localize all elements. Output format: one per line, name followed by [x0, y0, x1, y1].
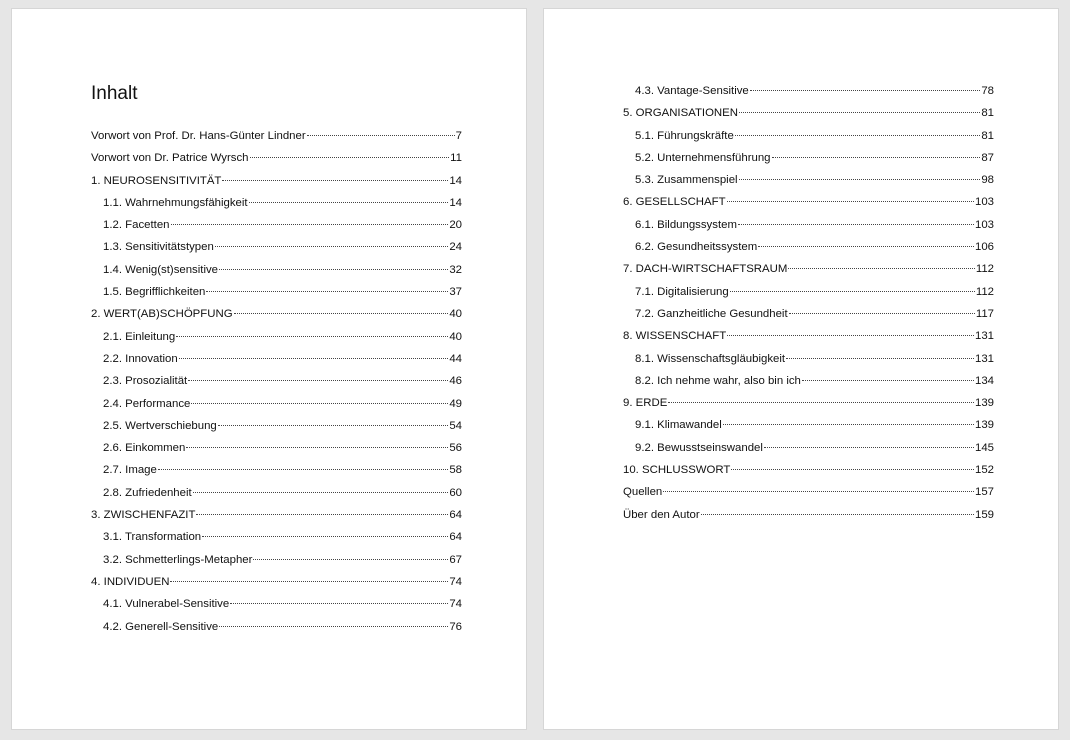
toc-entry-label: 5.2. Unternehmensführung — [635, 151, 771, 164]
toc-entry[interactable] — [623, 102, 994, 124]
dot-leader — [730, 291, 975, 292]
toc-entry-page-number: 60 — [449, 486, 462, 499]
dot-leader — [230, 603, 448, 604]
toc-entry-page-number: 46 — [449, 375, 462, 388]
toc-entry-label: 3.2. Schmetterlings-Metapher — [103, 553, 253, 566]
toc-entry-page-number: 74 — [449, 575, 462, 588]
toc-entry-label: 1.3. Sensitivitätstypen — [103, 241, 214, 254]
toc-entry-page-number: 64 — [449, 509, 462, 522]
toc-entry[interactable] — [91, 348, 462, 370]
toc-entry-page-number: 56 — [449, 442, 462, 455]
toc-entry-page-number: 157 — [974, 486, 994, 499]
toc-entry[interactable] — [623, 392, 994, 414]
dot-leader — [222, 180, 448, 181]
toc-entry[interactable] — [623, 414, 994, 436]
toc-entry[interactable] — [91, 281, 462, 303]
dot-leader — [772, 157, 981, 158]
toc-entry-label: 1.4. Wenig(st)sensitive — [103, 263, 219, 276]
dot-leader — [727, 201, 974, 202]
toc-entry-page-number: 131 — [974, 330, 994, 343]
toc-entry[interactable] — [91, 459, 462, 481]
toc-entry[interactable] — [91, 192, 462, 214]
toc-entry-label: 3. ZWISCHENFAZIT — [91, 509, 196, 522]
toc-entry-page-number: 14 — [449, 174, 462, 187]
dot-leader — [202, 536, 448, 537]
toc-entry-page-number: 76 — [449, 620, 462, 633]
dot-leader — [250, 157, 450, 158]
toc-entry-label: 9.2. Bewusstseinswandel — [635, 441, 763, 454]
toc-entry[interactable] — [623, 125, 994, 147]
toc-entry[interactable] — [623, 437, 994, 459]
toc-entry-page-number: 139 — [974, 419, 994, 432]
toc-entry-page-number: 11 — [450, 152, 462, 165]
dot-leader — [234, 313, 449, 314]
toc-entry[interactable] — [623, 147, 994, 169]
dot-leader — [193, 492, 449, 493]
toc-entry-label: 2.7. Image — [103, 464, 157, 477]
toc-entry-page-number: 117 — [975, 307, 994, 320]
toc-entry-page-number: 54 — [449, 419, 462, 432]
dot-leader — [249, 202, 449, 203]
toc-entry-page-number: 24 — [449, 241, 462, 254]
dot-leader — [739, 112, 980, 113]
toc-entry-label: 5. ORGANISATIONEN — [623, 107, 738, 120]
toc-entry-page-number: 44 — [449, 352, 462, 365]
toc-entry-label: 2.6. Einkommen — [103, 442, 186, 455]
toc-entry-page-number: 103 — [974, 218, 994, 231]
toc-entry-page-number: 32 — [449, 263, 462, 276]
toc-entry[interactable] — [91, 504, 462, 526]
toc-entry-label: 2.5. Wertverschiebung — [103, 419, 217, 432]
toc-entry[interactable] — [623, 258, 994, 280]
dot-leader — [171, 224, 449, 225]
dot-leader — [170, 581, 448, 582]
toc-entry-label: 10. SCHLUSSWORT — [623, 464, 731, 477]
dot-leader — [218, 425, 449, 426]
dot-leader — [186, 447, 448, 448]
toc-entry-page-number: 98 — [981, 174, 994, 187]
toc-entry-label: 7. DACH-WIRTSCHAFTSRAUM — [623, 263, 788, 276]
dot-leader — [663, 491, 974, 492]
dot-leader — [206, 291, 448, 292]
dot-leader — [802, 380, 974, 381]
toc-entry-label: 1.5. Begrifflichkeiten — [103, 286, 206, 299]
toc-entry[interactable] — [91, 616, 462, 638]
toc-entry[interactable] — [91, 214, 462, 236]
toc-entry[interactable] — [623, 348, 994, 370]
toc-entry-label: 6.2. Gesundheitssystem — [635, 241, 758, 254]
dot-leader — [219, 269, 448, 270]
toc-entry-label: 4.2. Generell-Sensitive — [103, 620, 219, 633]
toc-entry-label: Vorwort von Dr. Patrice Wyrsch — [91, 152, 249, 165]
toc-entry[interactable] — [623, 303, 994, 325]
toc-entry[interactable] — [623, 214, 994, 236]
dot-leader — [764, 447, 974, 448]
toc-entry-label: 6.1. Bildungssystem — [635, 218, 737, 231]
toc-entry-page-number: 87 — [981, 151, 994, 164]
toc-entry[interactable] — [623, 370, 994, 392]
toc-entry[interactable] — [623, 236, 994, 258]
toc-title: Inhalt — [91, 83, 138, 104]
dot-leader — [758, 246, 974, 247]
toc-entry[interactable] — [91, 526, 462, 548]
dot-leader — [789, 313, 975, 314]
toc-entry-page-number: 152 — [974, 464, 994, 477]
toc-entry[interactable] — [623, 504, 994, 526]
toc-entry[interactable] — [91, 393, 462, 415]
toc-entry-label: 8. WISSENSCHAFT — [623, 330, 727, 343]
toc-entry[interactable] — [623, 325, 994, 347]
dot-leader — [750, 90, 981, 91]
toc-entry-page-number: 40 — [449, 330, 462, 343]
toc-entry-page-number: 81 — [981, 129, 994, 142]
toc-entry-page-number: 67 — [449, 553, 462, 566]
dot-leader — [158, 469, 449, 470]
toc-entry[interactable] — [91, 236, 462, 258]
document-page-right — [543, 8, 1059, 730]
dot-leader — [723, 424, 974, 425]
toc-entry[interactable] — [91, 549, 462, 571]
toc-entry-label: Vorwort von Prof. Dr. Hans-Günter Lindner — [91, 130, 306, 142]
toc-entry-page-number: 37 — [449, 286, 462, 299]
toc-entry-page-number: 78 — [981, 85, 994, 97]
toc-entry-page-number: 145 — [974, 441, 994, 454]
dot-leader — [179, 358, 449, 359]
toc-entry-page-number: 131 — [974, 352, 994, 365]
dot-leader — [191, 403, 448, 404]
toc-entry-label: 2. WERT(AB)SCHÖPFUNG — [91, 308, 233, 321]
toc-entry-page-number: 81 — [981, 107, 994, 120]
toc-entry-label: 2.1. Einleitung — [103, 330, 176, 343]
toc-entry-label: 7.1. Digitalisierung — [635, 285, 729, 298]
toc-entry[interactable] — [91, 170, 462, 192]
dot-leader — [701, 514, 974, 515]
document-page-left — [11, 8, 527, 730]
toc-entry-page-number: 14 — [449, 196, 462, 209]
toc-entry[interactable] — [91, 125, 462, 147]
toc-entry-label: 8.2. Ich nehme wahr, also bin ich — [635, 374, 801, 387]
toc-entry[interactable] — [91, 437, 462, 459]
toc-entry-label: 4. INDIVIDUEN — [91, 575, 170, 588]
toc-entry-page-number: 20 — [449, 219, 462, 232]
toc-entry[interactable] — [91, 415, 462, 437]
dot-leader — [668, 402, 974, 403]
toc-entry-label: 2.8. Zufriedenheit — [103, 486, 192, 499]
dot-leader — [735, 135, 981, 136]
toc-entry-label: 7.2. Ganzheitliche Gesundheit — [635, 307, 788, 320]
toc-entry-label: 8.1. Wissenschaftsgläubigkeit — [635, 352, 786, 365]
toc-entry-page-number: 103 — [974, 196, 994, 209]
toc-entry-page-number: 74 — [449, 598, 462, 611]
dot-leader — [215, 246, 449, 247]
dot-leader — [253, 559, 448, 560]
toc-entry-page-number: 64 — [449, 531, 462, 544]
toc-entry-label: 2.2. Innovation — [103, 352, 178, 365]
dot-leader — [727, 335, 974, 336]
toc-entry-page-number: 139 — [974, 397, 994, 410]
dot-leader — [196, 514, 448, 515]
toc-entry-label: 9. ERDE — [623, 397, 668, 410]
toc-entry-page-number: 49 — [449, 397, 462, 410]
toc-entry[interactable] — [91, 482, 462, 504]
toc-entry[interactable] — [623, 80, 994, 102]
toc-entry-label: 5.1. Führungskräfte — [635, 129, 734, 142]
toc-entry-label: 4.3. Vantage-Sensitive — [635, 85, 749, 97]
toc-entry[interactable] — [91, 593, 462, 615]
toc-entry-label: 6. GESELLSCHAFT — [623, 196, 726, 209]
dot-leader — [307, 135, 455, 136]
toc-entry[interactable] — [91, 147, 462, 169]
toc-entry-label: Quellen — [623, 486, 663, 499]
toc-entry-label: Über den Autor — [623, 508, 700, 521]
toc-entry-page-number: 7 — [455, 130, 462, 142]
toc-entry[interactable] — [623, 481, 994, 503]
dot-leader — [788, 268, 975, 269]
toc-entry-label: 3.1. Transformation — [103, 531, 202, 544]
toc-entry-label: 5.3. Zusammenspiel — [635, 174, 738, 187]
toc-entry-label: 2.3. Prosozialität — [103, 375, 188, 388]
toc-entry-page-number: 159 — [974, 508, 994, 521]
toc-entry-page-number: 58 — [449, 464, 462, 477]
toc-entry[interactable] — [91, 370, 462, 392]
toc-entry-page-number: 112 — [975, 263, 994, 276]
toc-entry-page-number: 106 — [974, 241, 994, 254]
toc-entry[interactable] — [91, 571, 462, 593]
toc-entry-label: 1.1. Wahrnehmungsfähigkeit — [103, 196, 248, 209]
toc-entry-page-number: 134 — [974, 374, 994, 387]
dot-leader — [786, 358, 974, 359]
toc-list — [91, 125, 462, 638]
toc-entry-label: 1.2. Facetten — [103, 219, 170, 232]
dot-leader — [739, 179, 981, 180]
toc-entry-label: 9.1. Klimawandel — [635, 419, 722, 432]
toc-entry[interactable] — [623, 169, 994, 191]
dot-leader — [731, 469, 974, 470]
dot-leader — [176, 336, 448, 337]
toc-entry[interactable] — [91, 326, 462, 348]
toc-entry-page-number: 40 — [449, 308, 462, 321]
toc-entry-label: 2.4. Performance — [103, 397, 191, 410]
dot-leader — [219, 626, 448, 627]
toc-entry-label: 4.1. Vulnerabel-Sensitive — [103, 598, 230, 611]
dot-leader — [738, 224, 974, 225]
toc-entry[interactable] — [623, 459, 994, 481]
dot-leader — [188, 380, 448, 381]
toc-entry[interactable] — [91, 259, 462, 281]
toc-entry[interactable] — [623, 281, 994, 303]
toc-entry[interactable] — [91, 303, 462, 325]
toc-entry-page-number: 112 — [975, 285, 994, 298]
toc-entry-label: 1. NEUROSENSITIVITÄT — [91, 174, 222, 187]
toc-entry[interactable] — [623, 191, 994, 213]
toc-list — [623, 80, 994, 526]
